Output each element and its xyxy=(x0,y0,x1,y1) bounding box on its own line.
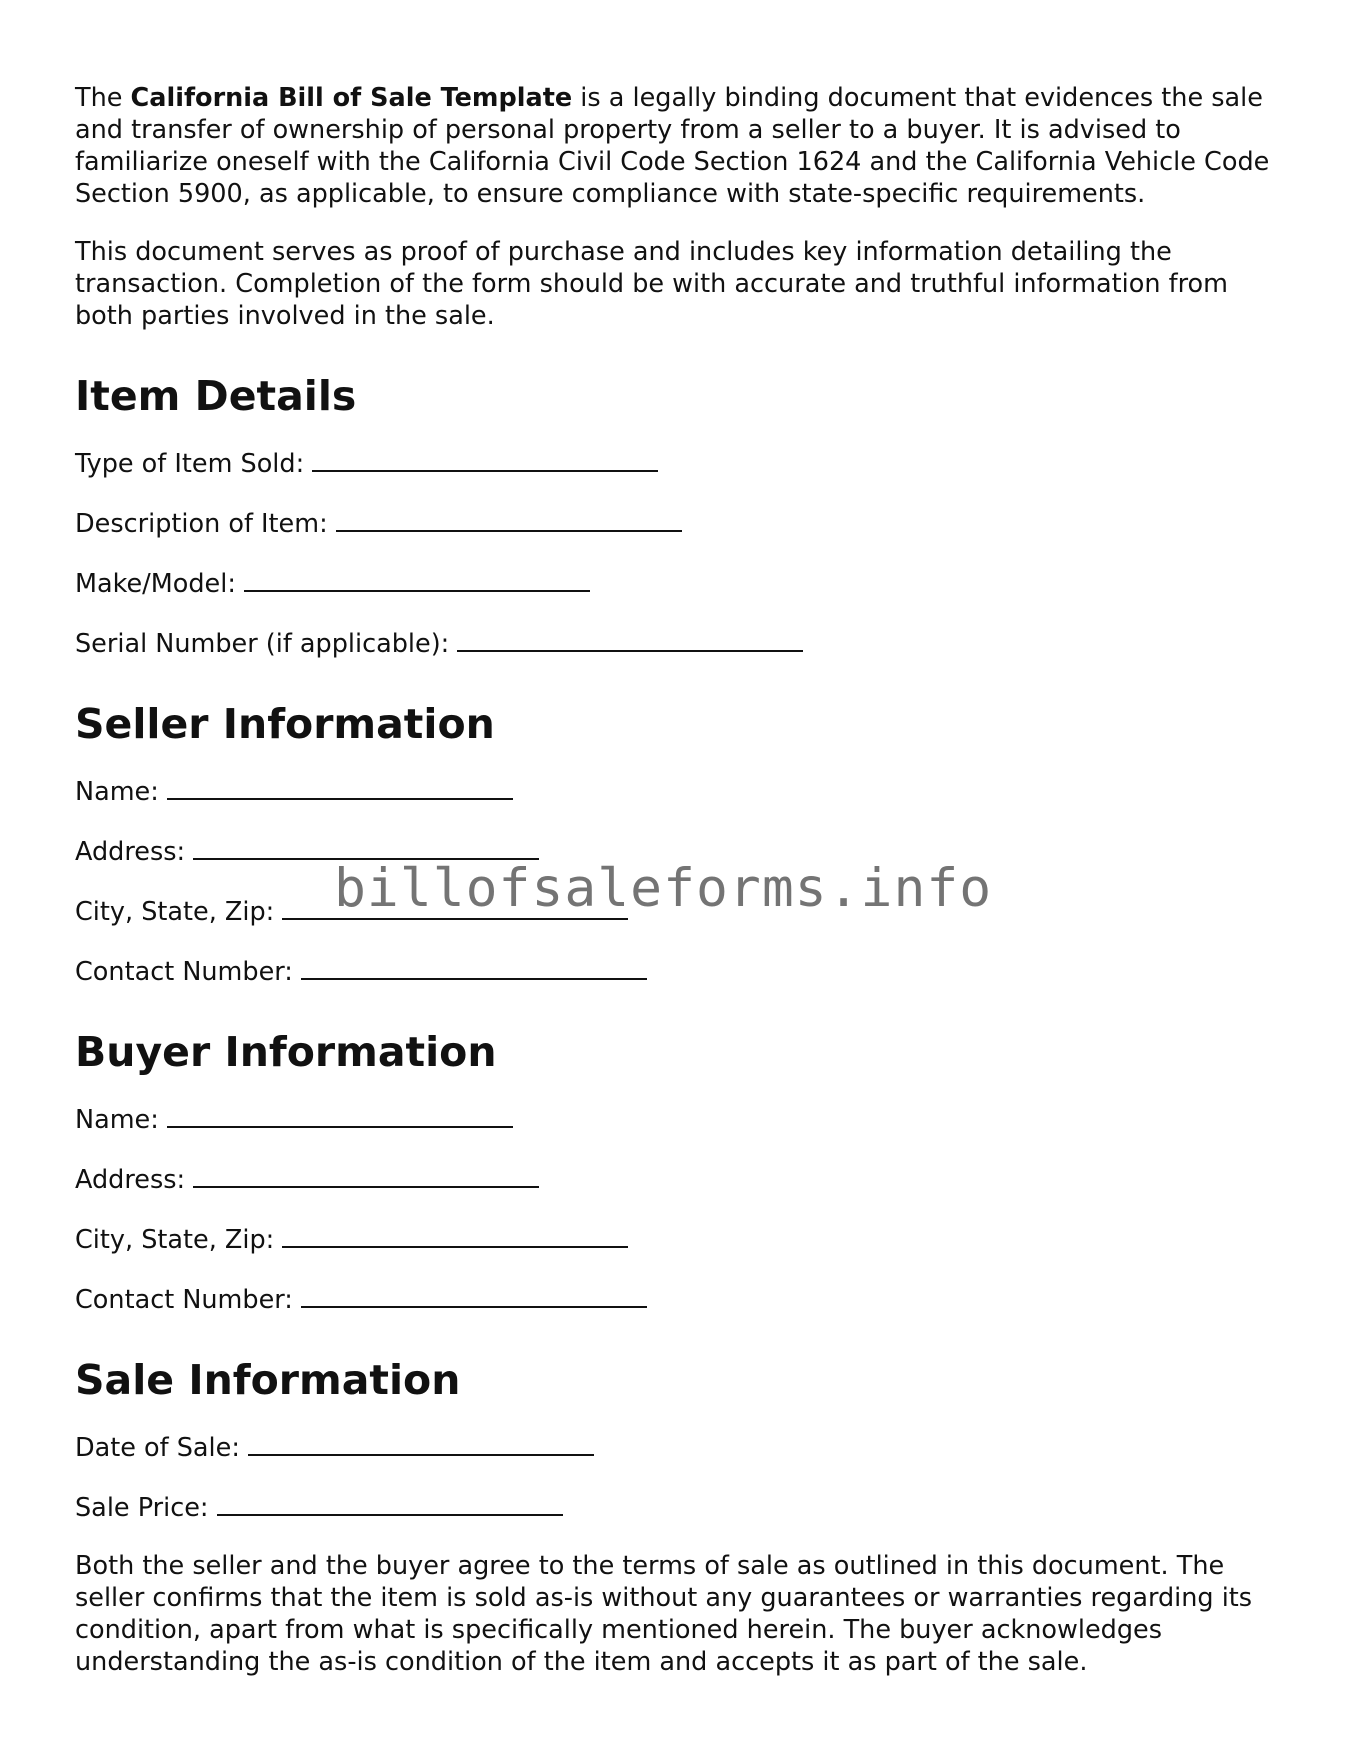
seller-contact-input[interactable] xyxy=(301,954,647,980)
field-label: Address: xyxy=(75,1165,186,1195)
seller-name-input[interactable] xyxy=(167,774,513,800)
field-label: Contact Number: xyxy=(75,957,293,987)
item-details-heading: Item Details xyxy=(75,372,357,420)
field-label: Address: xyxy=(75,837,186,867)
field-label: Name: xyxy=(75,1105,159,1135)
make-model-field xyxy=(75,566,1290,600)
document-page xyxy=(75,82,1290,1704)
intro-body: is a legally binding document that evidences the sale and transfer of ownership of personal property from a seller to a buyer. It is advised to familiarize oneself with the California Civil Code Section 1624 and the California Vehicle Code Section 5900, as applicable, to ensure compliance with state-specific requirements. xyxy=(75,83,1270,209)
buyer-contact-input[interactable] xyxy=(301,1282,647,1308)
intro-paragraph-1 xyxy=(75,82,1290,210)
intro-paragraph-2: This document serves as proof of purchase and includes key information detailing the transaction. Completion of the form should be with accurate and truthful information from both parties involved in the sale. xyxy=(75,237,1228,331)
field-label: Description of Item: xyxy=(75,509,328,539)
field-label: Type of Item Sold: xyxy=(75,449,305,479)
make-model-input[interactable] xyxy=(244,566,590,592)
buyer-contact-field xyxy=(75,1282,1290,1316)
description-field xyxy=(75,506,1290,540)
serial-number-field xyxy=(75,626,1290,660)
buyer-name-field xyxy=(75,1102,1290,1136)
buyer-address-field xyxy=(75,1162,1290,1196)
seller-information-heading: Seller Information xyxy=(75,700,495,748)
field-label: Make/Model: xyxy=(75,569,236,599)
sale-price-field xyxy=(75,1490,1290,1524)
buyer-city-state-zip-field xyxy=(75,1222,1290,1256)
field-label: City, State, Zip: xyxy=(75,1225,275,1255)
field-label: Contact Number: xyxy=(75,1285,293,1315)
buyer-name-input[interactable] xyxy=(167,1102,513,1128)
field-label: City, State, Zip: xyxy=(75,897,275,927)
buyer-information-heading: Buyer Information xyxy=(75,1028,497,1076)
seller-address-input[interactable] xyxy=(193,834,539,860)
buyer-city-state-zip-input[interactable] xyxy=(282,1222,628,1248)
field-label: Sale Price: xyxy=(75,1493,209,1523)
watermark: billofsaleforms.info xyxy=(334,858,993,919)
field-label: Serial Number (if applicable): xyxy=(75,629,450,659)
field-label: Name: xyxy=(75,777,159,807)
serial-number-input[interactable] xyxy=(457,626,803,652)
seller-city-state-zip-input[interactable] xyxy=(282,894,628,920)
date-of-sale-field xyxy=(75,1430,1290,1464)
seller-name-field xyxy=(75,774,1290,808)
type-of-item-field xyxy=(75,446,1290,480)
date-of-sale-input[interactable] xyxy=(248,1430,594,1456)
sale-price-input[interactable] xyxy=(217,1490,563,1516)
document-title-bold: California Bill of Sale Template xyxy=(130,83,573,113)
intro-prefix: The xyxy=(75,83,131,113)
buyer-address-input[interactable] xyxy=(193,1162,539,1188)
type-of-item-input[interactable] xyxy=(312,446,658,472)
sale-information-heading: Sale Information xyxy=(75,1356,461,1404)
description-input[interactable] xyxy=(336,506,682,532)
seller-contact-field xyxy=(75,954,1290,988)
closing-paragraph: Both the seller and the buyer agree to the terms of sale as outlined in this document. The seller confirms that the item is sold as-is without any guarantees or warranties regarding its condition, apart from what is specifically mentioned herein. The buyer acknowledges understanding the as-is condition of the item and accepts it as part of the sale. xyxy=(75,1551,1253,1677)
seller-address-field xyxy=(75,834,1290,868)
field-label: Date of Sale: xyxy=(75,1433,240,1463)
seller-city-state-zip-field xyxy=(75,894,1290,928)
